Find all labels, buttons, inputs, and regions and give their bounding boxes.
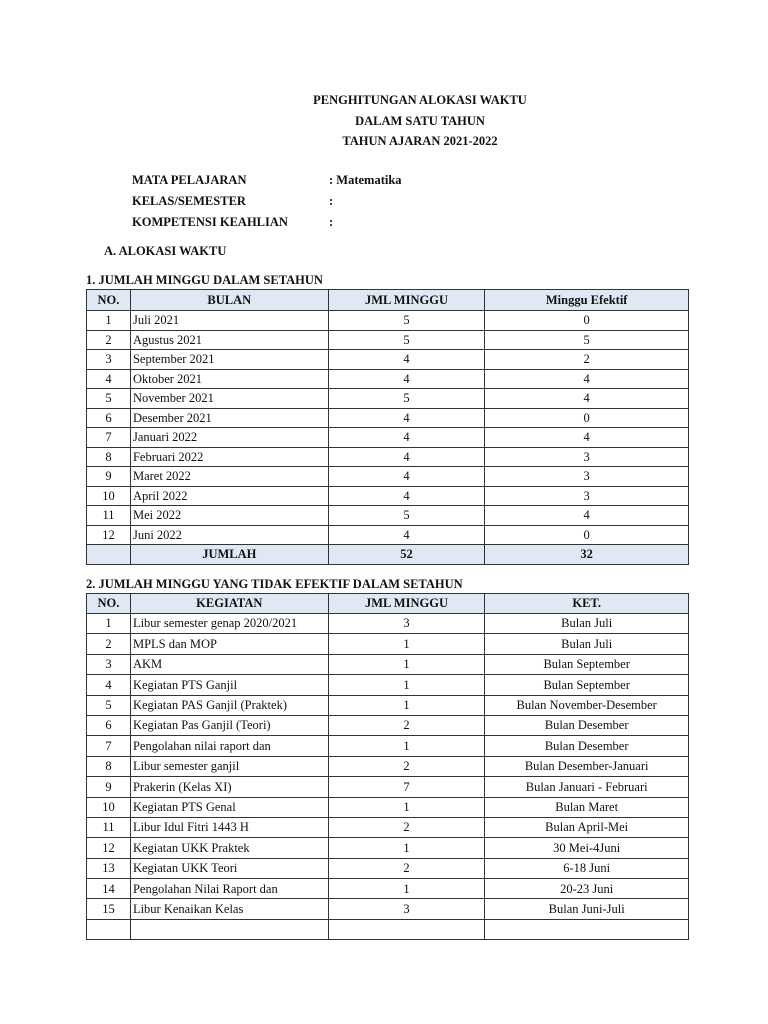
cell-kegiatan: Kegiatan PTS Ganjil [130, 675, 328, 695]
cell-jml-minggu: 4 [328, 447, 485, 467]
cell-no: 12 [87, 525, 131, 545]
cell-minggu-efektif: 2 [485, 350, 689, 370]
total-jml-minggu: 52 [328, 545, 485, 565]
cell-no: 2 [87, 330, 131, 350]
cell-jml-minggu: 5 [328, 389, 485, 409]
cell-no: 8 [87, 447, 131, 467]
cell-kegiatan: Libur semester genap 2020/2021 [130, 614, 328, 634]
column-header-ket: KET. [485, 594, 689, 614]
cell-no: 5 [87, 695, 131, 715]
cell-jml-minggu: 2 [328, 756, 485, 776]
cell-no: 1 [87, 311, 131, 331]
cell-jml-minggu: 1 [328, 797, 485, 817]
cell-jml-minggu: 5 [328, 506, 485, 526]
table-row [87, 715, 689, 735]
cell-no: 6 [87, 715, 131, 735]
table-row [87, 369, 689, 389]
cell-jml-minggu: 1 [328, 675, 485, 695]
cell-kegiatan: Kegiatan UKK Teori [130, 858, 328, 878]
table-row [87, 838, 689, 858]
cell-jml-minggu: 4 [328, 408, 485, 428]
cell-ket: Bulan Maret [485, 797, 689, 817]
table2-title: 2. JUMLAH MINGGU YANG TIDAK EFEKTIF DALAM SETAHUN [86, 577, 463, 591]
cell-minggu-efektif: 0 [485, 311, 689, 331]
cell-no: 11 [87, 506, 131, 526]
cell-bulan: Juni 2022 [130, 525, 328, 545]
cell-ket: Bulan Juli [485, 614, 689, 634]
cell-no: 7 [87, 736, 131, 756]
cell-bulan: Oktober 2021 [130, 369, 328, 389]
cell-ket: Bulan Juni-Juli [485, 899, 689, 919]
cell-kegiatan: Libur Idul Fitri 1443 H [130, 817, 328, 837]
cell-no: 8 [87, 756, 131, 776]
cell-ket [485, 919, 689, 939]
section-a-heading: A. ALOKASI WAKTU [104, 244, 227, 258]
table-row [87, 736, 689, 756]
mapel-label: MATA PELAJARAN [132, 173, 247, 187]
cell-bulan: April 2022 [130, 486, 328, 506]
cell-minggu-efektif: 0 [485, 525, 689, 545]
cell-no: 10 [87, 797, 131, 817]
cell-ket: Bulan Juli [485, 634, 689, 654]
cell-minggu-efektif: 4 [485, 506, 689, 526]
column-header-minggu-efektif: Minggu Efektif [485, 290, 689, 311]
cell-minggu-efektif: 3 [485, 486, 689, 506]
cell-bulan: Maret 2022 [130, 467, 328, 487]
cell-minggu-efektif: 3 [485, 467, 689, 487]
cell-jml-minggu: 1 [328, 634, 485, 654]
table-row [87, 428, 689, 448]
cell-kegiatan: Libur semester ganjil [130, 756, 328, 776]
table-row [87, 311, 689, 331]
kompetensi-label: KOMPETENSI KEAHLIAN [132, 215, 288, 229]
kelas-label: KELAS/SEMESTER [132, 194, 246, 208]
cell-jml-minggu: 4 [328, 428, 485, 448]
cell-jml-minggu: 4 [328, 486, 485, 506]
cell-ket: Bulan Januari - Februari [485, 777, 689, 797]
table-row [87, 919, 689, 939]
mapel-value: : Matematika [329, 173, 402, 187]
cell-no: 4 [87, 369, 131, 389]
cell-jml-minggu: 1 [328, 879, 485, 899]
cell-ket: Bulan Desember [485, 736, 689, 756]
table-row [87, 389, 689, 409]
table-row [87, 447, 689, 467]
cell-minggu-efektif: 5 [485, 330, 689, 350]
cell-no: 5 [87, 389, 131, 409]
table-row [87, 777, 689, 797]
cell-jml-minggu: 1 [328, 695, 485, 715]
cell-ket: Bulan September [485, 654, 689, 674]
cell-minggu-efektif: 3 [485, 447, 689, 467]
cell-bulan: Agustus 2021 [130, 330, 328, 350]
cell-jml-minggu: 1 [328, 736, 485, 756]
table-row [87, 525, 689, 545]
cell-kegiatan: Prakerin (Kelas XI) [130, 777, 328, 797]
cell-ket: Bulan April-Mei [485, 817, 689, 837]
cell-jml-minggu: 3 [328, 614, 485, 634]
cell-bulan: Juli 2021 [130, 311, 328, 331]
cell-kegiatan: Kegiatan PTS Genal [130, 797, 328, 817]
cell-no: 6 [87, 408, 131, 428]
non-effective-weeks-table [86, 593, 689, 940]
document-title: PENGHITUNGAN ALOKASI WAKTU [313, 93, 527, 107]
cell-ket: 30 Mei-4Juni [485, 838, 689, 858]
cell-jml-minggu: 1 [328, 654, 485, 674]
table-row [87, 350, 689, 370]
cell-minggu-efektif: 4 [485, 369, 689, 389]
table-row [87, 756, 689, 776]
cell-bulan: September 2021 [130, 350, 328, 370]
column-header-bulan: BULAN [130, 290, 328, 311]
cell-bulan: Desember 2021 [130, 408, 328, 428]
weeks-per-year-table [86, 289, 689, 565]
table-row [87, 614, 689, 634]
table-row [87, 634, 689, 654]
document-subtitle: DALAM SATU TAHUN [355, 114, 485, 128]
table-row [87, 330, 689, 350]
cell-no: 2 [87, 634, 131, 654]
column-header-no: NO. [87, 594, 131, 614]
cell-jml-minggu: 4 [328, 350, 485, 370]
cell-no: 14 [87, 879, 131, 899]
column-header-no: NO. [87, 290, 131, 311]
table-row [87, 506, 689, 526]
kelas-value: : [329, 194, 334, 208]
cell-ket: Bulan November-Desember [485, 695, 689, 715]
cell-no: 4 [87, 675, 131, 695]
cell-no: 13 [87, 858, 131, 878]
table-row [87, 879, 689, 899]
total-minggu-efektif: 32 [485, 545, 689, 565]
cell-kegiatan: Pengolahan nilai raport dan [130, 736, 328, 756]
column-header-kegiatan: KEGIATAN [130, 594, 328, 614]
table-row [87, 899, 689, 919]
table-row [87, 486, 689, 506]
total-row [87, 545, 689, 565]
cell-ket: Bulan September [485, 675, 689, 695]
cell-ket: 20-23 Juni [485, 879, 689, 899]
cell-jml-minggu: 2 [328, 858, 485, 878]
cell-ket: Bulan Desember-Januari [485, 756, 689, 776]
cell-no [87, 919, 131, 939]
cell-bulan: Januari 2022 [130, 428, 328, 448]
table-row [87, 695, 689, 715]
cell-no: 9 [87, 467, 131, 487]
cell-jml-minggu [328, 919, 485, 939]
cell-kegiatan: AKM [130, 654, 328, 674]
table1-title: 1. JUMLAH MINGGU DALAM SETAHUN [86, 273, 323, 287]
cell-jml-minggu: 5 [328, 330, 485, 350]
column-header-jml-minggu: JML MINGGU [328, 594, 485, 614]
cell-kegiatan: Kegiatan Pas Ganjil (Teori) [130, 715, 328, 735]
cell-minggu-efektif: 4 [485, 389, 689, 409]
cell-kegiatan: Kegiatan UKK Praktek [130, 838, 328, 858]
column-header-jml-minggu: JML MINGGU [328, 290, 485, 311]
table-row [87, 467, 689, 487]
cell-no: 7 [87, 428, 131, 448]
cell-no: 12 [87, 838, 131, 858]
cell-jml-minggu: 7 [328, 777, 485, 797]
cell-kegiatan: MPLS dan MOP [130, 634, 328, 654]
table-row [87, 408, 689, 428]
cell-kegiatan: Libur Kenaikan Kelas [130, 899, 328, 919]
table-row [87, 797, 689, 817]
cell-no: 3 [87, 654, 131, 674]
cell-minggu-efektif: 0 [485, 408, 689, 428]
cell-kegiatan: Pengolahan Nilai Raport dan [130, 879, 328, 899]
cell-ket: Bulan Desember [485, 715, 689, 735]
cell-jml-minggu: 2 [328, 817, 485, 837]
academic-year: TAHUN AJARAN 2021-2022 [342, 134, 498, 148]
cell-kegiatan: Kegiatan PAS Ganjil (Praktek) [130, 695, 328, 715]
cell-no: 15 [87, 899, 131, 919]
total-label: JUMLAH [130, 545, 328, 565]
cell-bulan: Februari 2022 [130, 447, 328, 467]
table-row [87, 817, 689, 837]
cell-jml-minggu: 4 [328, 525, 485, 545]
table-row [87, 654, 689, 674]
cell-kegiatan [130, 919, 328, 939]
cell-no: 9 [87, 777, 131, 797]
cell-no: 1 [87, 614, 131, 634]
cell-jml-minggu: 1 [328, 838, 485, 858]
cell-jml-minggu: 4 [328, 467, 485, 487]
cell-jml-minggu: 4 [328, 369, 485, 389]
cell-no: 10 [87, 486, 131, 506]
cell-bulan: Mei 2022 [130, 506, 328, 526]
table-row [87, 675, 689, 695]
cell-jml-minggu: 5 [328, 311, 485, 331]
cell-bulan: November 2021 [130, 389, 328, 409]
cell-ket: 6-18 Juni [485, 858, 689, 878]
table-row [87, 858, 689, 878]
cell-minggu-efektif: 4 [485, 428, 689, 448]
cell-jml-minggu: 3 [328, 899, 485, 919]
cell-no: 11 [87, 817, 131, 837]
cell-no: 3 [87, 350, 131, 370]
total-cell-empty [87, 545, 131, 565]
kompetensi-value: : [329, 215, 334, 229]
cell-jml-minggu: 2 [328, 715, 485, 735]
